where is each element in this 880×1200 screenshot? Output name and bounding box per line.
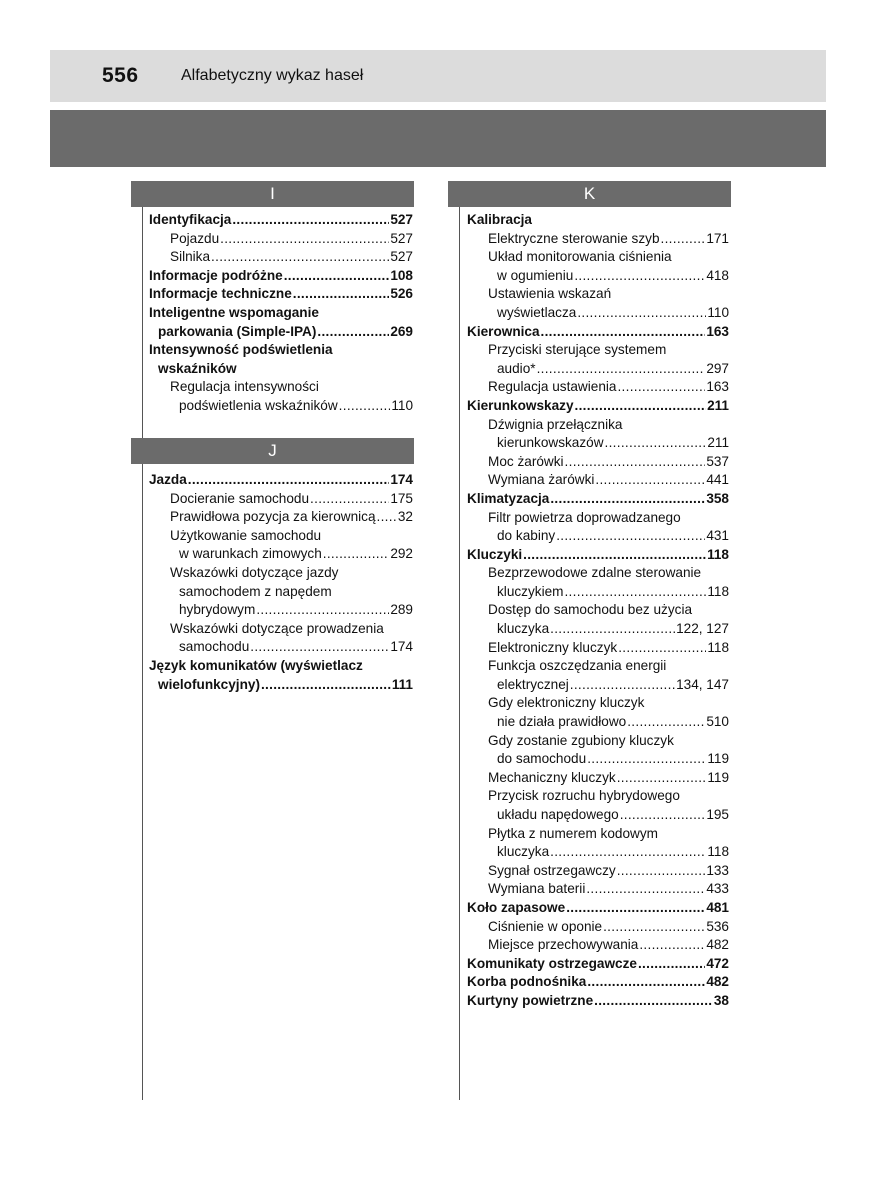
index-subentry: Mechaniczny kluczyk ..... 119 (467, 769, 729, 788)
index-subentry: Silnika ..... 527 (149, 248, 413, 267)
index-subentry-continued: do samochodu ..... 119 (467, 750, 729, 769)
index-subentry: Elektryczne sterowanie szyb ..... 171 (467, 230, 729, 249)
index-subentry-continued: samochodem z napędem (179, 583, 332, 599)
index-entry-continued: wielofunkcyjny) ..... 111 (149, 676, 413, 695)
index-entry-continued: parkowania (Simple-IPA) ..... 269 (149, 323, 413, 342)
index-subentry-continued: hybrydowym ..... 289 (149, 601, 413, 620)
index-entry: Komunikaty ostrzegawcze ..... 472 (467, 955, 729, 974)
index-entry: Koło zapasowe ..... 481 (467, 899, 729, 918)
index-subentry-continued: układu napędowego ..... 195 (467, 806, 729, 825)
section-header-i (131, 181, 414, 207)
page-number: 556 (102, 64, 139, 87)
index-subentry: Płytka z numerem kodowym (488, 825, 658, 841)
section-letter: K (583, 184, 596, 203)
index-subentry: Ustawienia wskazań (488, 286, 612, 302)
index-entry: Jazda ..... 174 (149, 471, 413, 490)
index-subentry: Miejsce przechowywania ..... 482 (467, 936, 729, 955)
index-list-k (467, 211, 729, 1011)
right-column-rule (459, 207, 460, 1100)
index-entry: Klimatyzacja ..... 358 (467, 490, 729, 509)
index-subentry-continued: kluczyka ..... 122, 127 (467, 620, 729, 639)
index-entry: Informacje podróżne ..... 108 (149, 267, 413, 286)
index-subentry: Prawidłowa pozycja za kierownicą ..... 32 (149, 508, 413, 527)
index-subentry: Regulacja ustawienia ..... 163 (467, 378, 729, 397)
index-subentry: Dźwignia przełącznika (488, 416, 623, 432)
index-subentry: Gdy elektroniczny kluczyk (488, 695, 645, 711)
index-entry: Kluczyki ..... 118 (467, 546, 729, 565)
section-header-k (448, 181, 731, 207)
index-subentry: Wymiana żarówki ..... 441 (467, 471, 729, 490)
index-subentry-continued: samochodu ..... 174 (149, 638, 413, 657)
index-subentry: Regulacja intensywności (170, 379, 319, 395)
index-subentry-continued: do kabiny ..... 431 (467, 527, 729, 546)
index-subentry: Sygnał ostrzegawczy ..... 133 (467, 862, 729, 881)
index-entry-continued: wskaźników (158, 360, 237, 376)
index-subentry: Moc żarówki ..... 537 (467, 453, 729, 472)
index-subentry-continued: w warunkach zimowych ..... 292 (149, 545, 413, 564)
section-header-j (131, 438, 414, 464)
index-list-j (149, 471, 413, 694)
index-subentry: Przyciski sterujące systemem (488, 342, 667, 358)
index-entry: Intensywność podświetlenia (149, 342, 333, 358)
index-entry: Inteligentne wspomaganie (149, 304, 319, 320)
index-subentry: Bezprzewodowe zdalne sterowanie (488, 565, 702, 581)
page-header (50, 50, 826, 102)
index-subentry-continued: podświetlenia wskaźników ..... 110 (149, 397, 413, 416)
page-title: Alfabetyczny wykaz haseł (181, 67, 364, 84)
index-subentry-continued: wyświetlacza ..... 110 (467, 304, 729, 323)
index-subentry: Gdy zostanie zgubiony kluczyk (488, 732, 674, 748)
index-entry: Kalibracja (467, 212, 532, 227)
index-subentry-continued: w ogumieniu ..... 418 (467, 267, 729, 286)
index-subentry: Wymiana baterii ..... 433 (467, 880, 729, 899)
index-subentry-continued: nie działa prawidłowo ..... 510 (467, 713, 729, 732)
index-subentry: Wskazówki dotyczące jazdy (170, 564, 339, 580)
index-subentry: Filtr powietrza doprowadzanego (488, 509, 681, 525)
header-band (50, 110, 826, 167)
section-letter: I (270, 184, 275, 203)
index-entry: Korba podnośnika ..... 482 (467, 973, 729, 992)
index-subentry: Dostęp do samochodu bez użycia (488, 602, 693, 618)
index-subentry-continued: kluczykiem ..... 118 (467, 583, 729, 602)
left-column-rule (142, 207, 143, 1100)
index-subentry: Pojazdu ..... 527 (149, 230, 413, 249)
index-subentry: Wskazówki dotyczące prowadzenia (170, 620, 384, 636)
index-subentry: Funkcja oszczędzania energii (488, 658, 667, 674)
index-entry: Kierownica ..... 163 (467, 323, 729, 342)
index-list-i (149, 211, 413, 416)
index-entry: Język komunikatów (wyświetlacz (149, 657, 363, 673)
index-subentry: Elektroniczny kluczyk ..... 118 (467, 639, 729, 658)
index-subentry-continued: kluczyka ..... 118 (467, 843, 729, 862)
index-subentry: Użytkowanie samochodu (170, 527, 322, 543)
section-letter: J (268, 441, 277, 460)
index-subentry: Docieranie samochodu ..... 175 (149, 490, 413, 509)
index-subentry-continued: audio* ..... 297 (467, 360, 729, 379)
index-entry: Kierunkowskazy ..... 211 (467, 397, 729, 416)
index-subentry: Układ monitorowania ciśnienia (488, 249, 672, 265)
index-subentry-continued: elektrycznej ..... 134, 147 (467, 676, 729, 695)
index-entry: Kurtyny powietrzne ..... 38 (467, 992, 729, 1011)
index-subentry-continued: kierunkowskazów ..... 211 (467, 434, 729, 453)
index-subentry: Ciśnienie w oponie ..... 536 (467, 918, 729, 937)
index-entry: Identyfikacja ..... 527 (149, 211, 413, 230)
index-subentry: Przycisk rozruchu hybrydowego (488, 788, 680, 804)
index-entry: Informacje techniczne ..... 526 (149, 285, 413, 304)
